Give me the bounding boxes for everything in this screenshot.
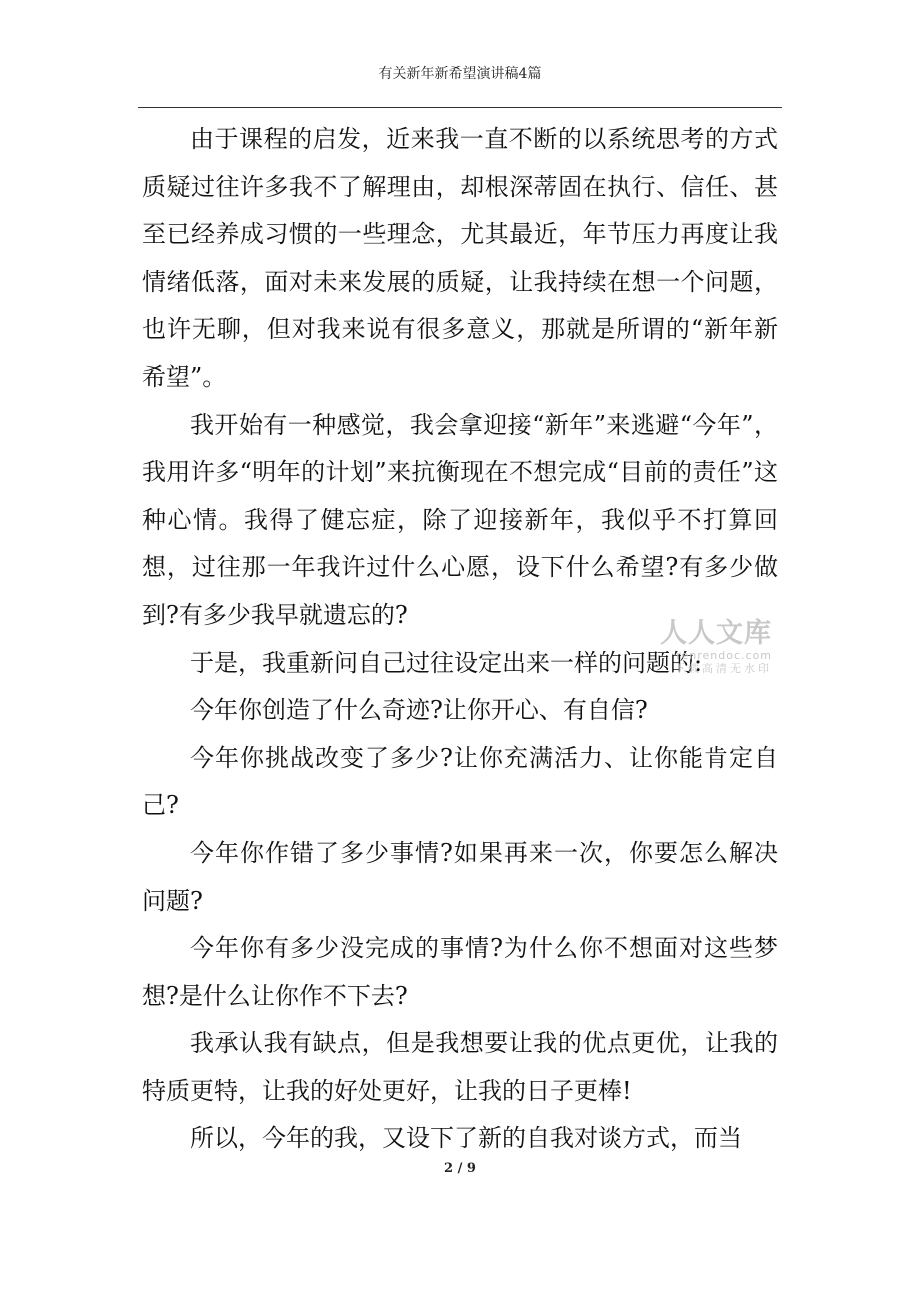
paragraph-2: 我开始有一种感觉，我会拿迎接“新年”来逃避“今年”，我用许多“明年的计划”来抗衡现在不想完成“目前的责任”这种心情。我得了健忘症，除了迎接新年，我似乎不打算回想，过往那一年我许过什么心愿，设下什么希望?有多少做到?有多少我早就遗忘的?: [142, 410, 778, 629]
watermark-logo: [648, 618, 772, 675]
watermark-slogan: 下载高清无水印: [674, 662, 772, 675]
paragraph-1: 由于课程的启发，近来我一直不断的以系统思考的方式质疑过往许多我不了解理由，却根深蒂固在执行、信任、甚至已经养成习惯的一些理念，尤其最近，年节压力再度让我情绪低落，面对未来发展的质疑，让我持续在想一个问题，也许无聊，但对我来说有很多意义，那就是所谓的“新年新希望”。: [142, 125, 778, 391]
watermark-brand: 人人文库: [660, 618, 772, 649]
page-number: 2 / 9: [444, 1161, 476, 1176]
paragraph-5: 今年你挑战改变了多少?让你充满活力、让你能肯定自己?: [142, 743, 778, 820]
watermark-domain: renrendoc.com: [676, 649, 772, 662]
paragraph-4: 今年你创造了什么奇迹?让你开心、有自信?: [190, 696, 648, 725]
paragraph-3: 于是，我重新问自己过往设定出来一样的问题的:: [190, 648, 703, 677]
paragraph-7: 今年你有多少没完成的事情?为什么你不想面对这些梦想?是什么让你作不下去?: [142, 934, 778, 1010]
paragraph-6: 今年你作错了多少事情?如果再来一次，你要怎么解决问题?: [142, 838, 778, 915]
paragraph-8: 我承认我有缺点，但是我想要让我的优点更优，让我的特质更特，让我的好处更好，让我的日子更棒!: [142, 1029, 778, 1105]
document-header-title: 有关新年新希望演讲稿4篇: [378, 66, 542, 82]
paragraph-9: 所以，今年的我，又设下了新的自我对谈方式，而当: [190, 1124, 742, 1153]
header-divider: [138, 107, 782, 108]
